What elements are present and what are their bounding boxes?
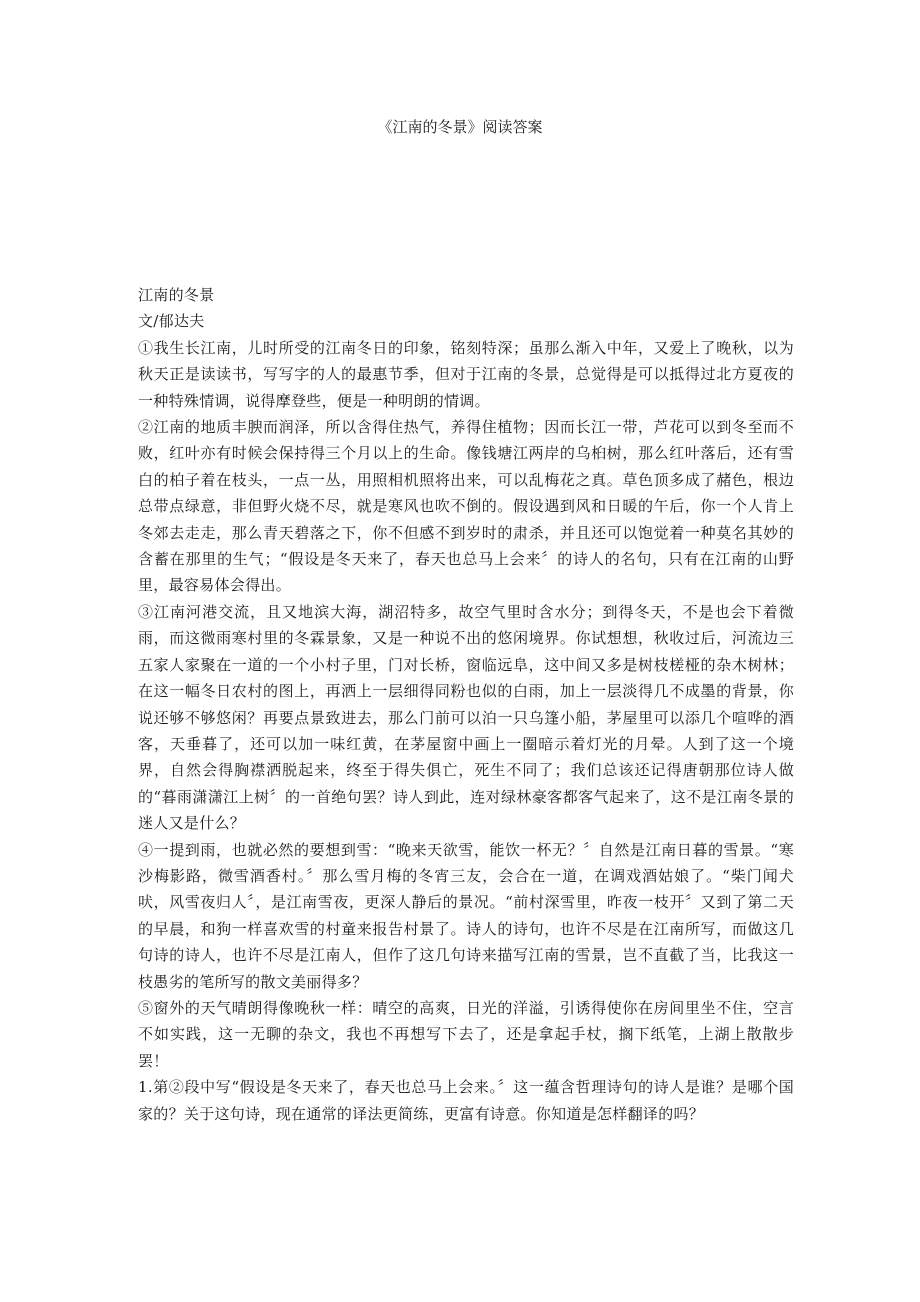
paragraph-5: ⑤窗外的天气晴朗得像晚秋一样：晴空的高爽，日光的洋溢，引诱得使你在房间里坐不住，空言不如实践，这一无聊的杂文，我也不再想写下去了，还是拿起手杖，搁下纸笔，上湖上散散步罢！: [138, 998, 794, 1070]
paragraph-4: ④一提到雨，也就必然的要想到雪：“晚来天欲雪，能饮一杯无？〞自然是江南日暮的雪景。“寒沙梅影路，微雪酒香村。〞那么雪月梅的冬宵三友，会合在一道，在调戏酒姑娘了。“柴门闻犬吠，风雪夜归人〞，是江南雪夜，更深人静后的景况。“前村深雪里，昨夜一枝开〞又到了第二天的早晨，和狗一样喜欢雪的村童来报告村景了。诗人的诗句，也许不尽是在江南所写，而做这几句诗的诗人，也许不尽是江南人，但作了这几句诗来描写江南的雪景，岂不直截了当，比我这一枝愚劣的笔所写的散文美丽得多？: [138, 840, 794, 991]
document-title: 《江南的冬景》阅读答案: [377, 118, 543, 136]
author-line: 文/郁达夫: [138, 312, 205, 331]
paragraph-3: ③江南河港交流，且又地滨大海，湖沼特多，故空气里时含水分；到得冬天，不是也会下着微雨，而这微雨寒村里的冬霖景象，又是一种说不出的悠闲境界。你试想想，秋收过后，河流边三五家人家聚在一道的一个小村子里，门对长桥，窗临远阜，这中间又多是树枝槎桠的杂木树林；在这一幅冬日农村的图上，再洒上一层细得同粉也似的白雨，加上一层淡得几不成墨的背景，你说还够不够悠闲？再要点景致进去，那么门前可以泊一只乌篷小船，茅屋里可以添几个喧哗的酒客，天垂暮了，还可以加一味红黄，在茅屋窗中画上一圈暗示着灯光的月晕。人到了这一个境界，自然会得胸襟洒脱起来，终至于得失俱亡，死生不同了；我们总该还记得唐朝那位诗人做的“暮雨潇潇江上树〞的一首绝句罢？诗人到此，连对绿林豪客都客气起来了，这不是江南冬景的迷人又是什么？: [138, 602, 794, 833]
article-heading: 江南的冬景: [138, 286, 215, 304]
article-body: [138, 282, 794, 1127]
paragraph-1: ①我生长江南，儿时所受的江南冬日的印象，铭刻特深；虽那么渐入中年，又爱上了晚秋，以为秋天正是读读书，写写字的人的最惠节季，但对于江南的冬景，总觉得是可以抵得过北方夏夜的一种特殊情调，说得摩登些，便是一种明朗的情调。: [138, 338, 794, 410]
paragraph-2: ②江南的地质丰腴而润泽，所以含得住热气，养得住植物；因而长江一带，芦花可以到冬至而不败，红叶亦有时候会保持得三个月以上的生命。像钱塘江两岸的乌桕树，那么红叶落后，还有雪白的柏子着在枝头，一点一丛，用照相机照将出来，可以乱梅花之真。草色顶多成了赭色，根边总带点绿意，非但野火烧不尽，就是寒风也吹不倒的。假设遇到风和日暖的午后，你一个人肯上冬郊去走走，那么青天碧落之下，你不但感不到岁时的肃杀，并且还可以饱觉着一种莫名其妙的含蓄在那里的生气；“假设是冬天来了，春天也总马上会来〞的诗人的名句，只有在江南的山野里，最容易体会得出。: [138, 418, 794, 595]
question-1: 1.第②段中写“假设是冬天来了，春天也总马上会来。〞这一蕴含哲理诗句的诗人是谁？是哪个国家的？关于这句诗，现在通常的译法更简练，更富有诗意。你知道是怎样翻译的吗？: [138, 1078, 794, 1123]
